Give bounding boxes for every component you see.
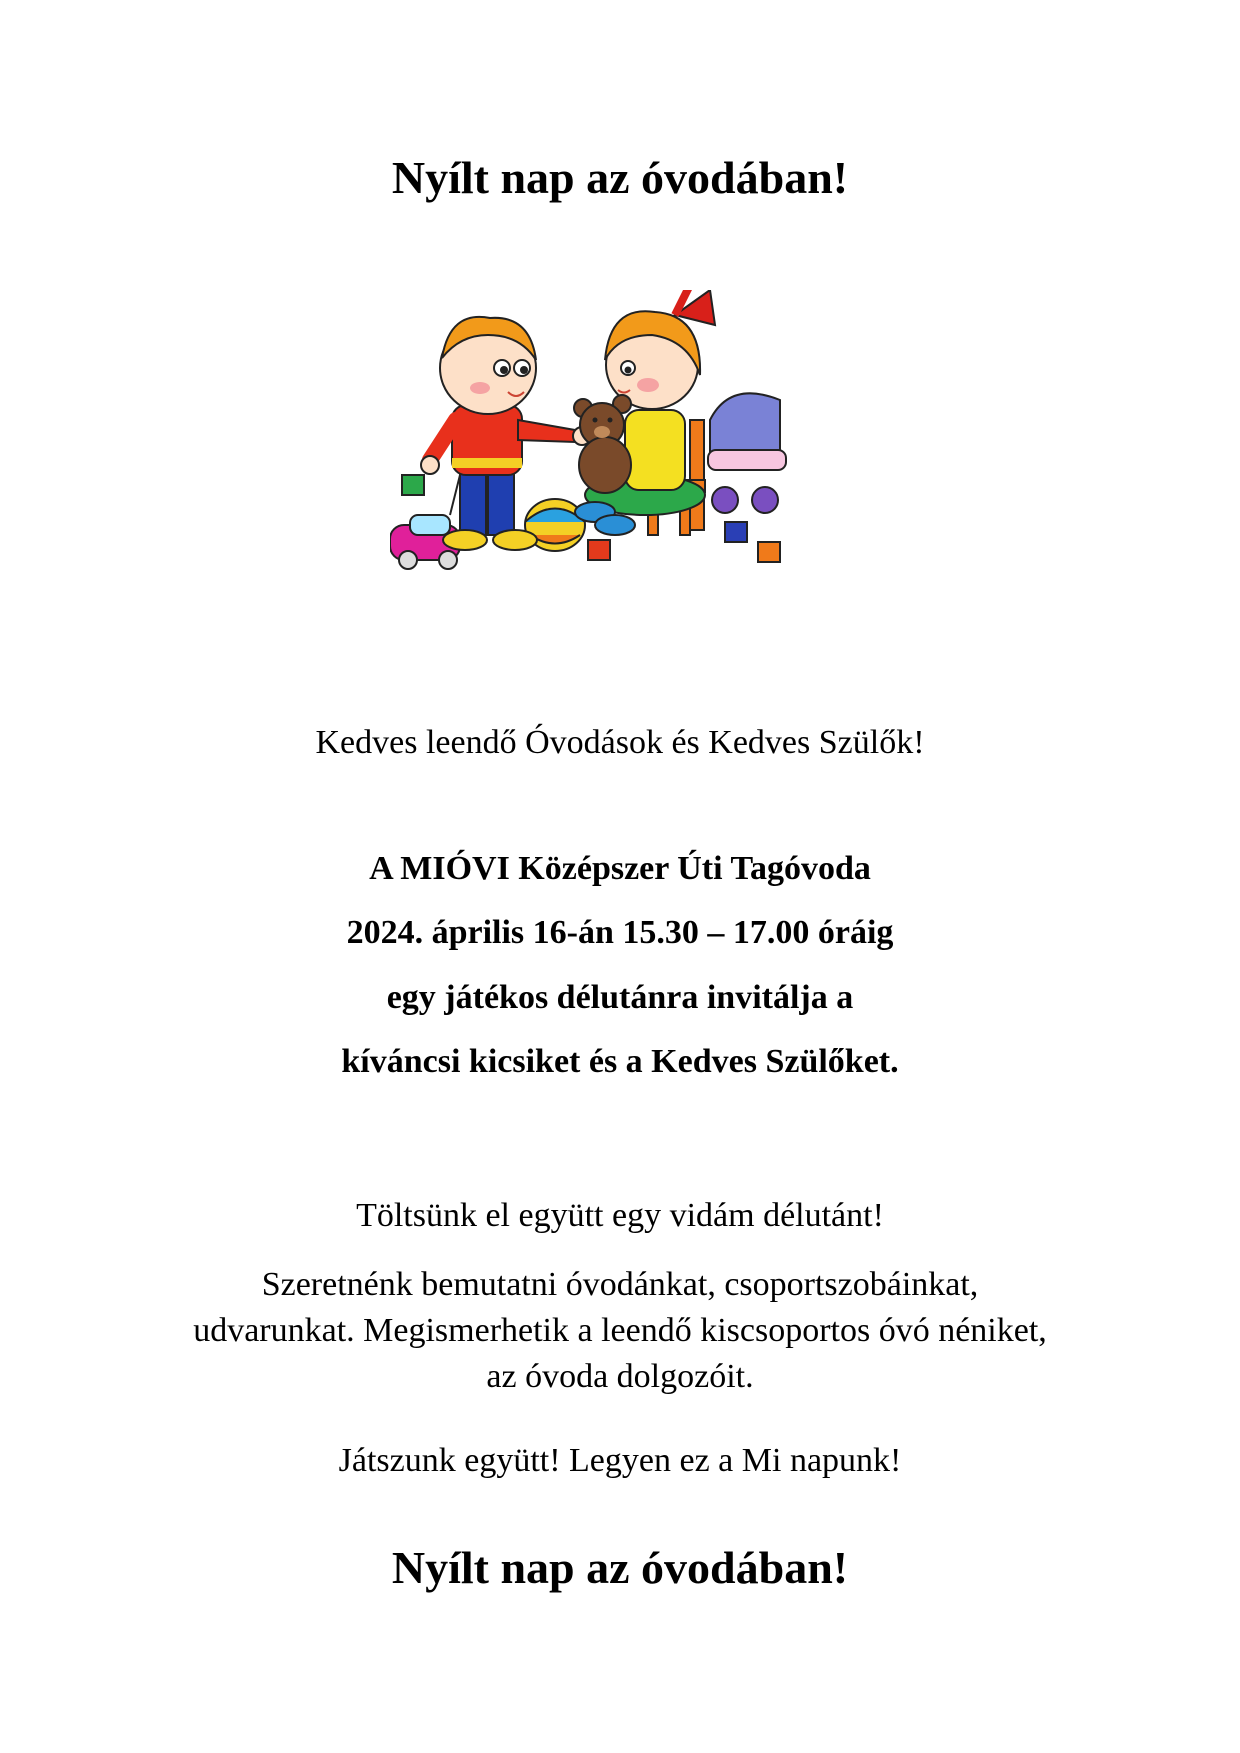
invitation-line: 2024. április 16-án 15.30 – 17.00 óráig	[346, 914, 894, 951]
greeting: Kedves leendő Óvodások és Kedves Szülők!	[315, 724, 925, 761]
spend-afternoon-line: Töltsünk el együtt egy vidám délutánt!	[356, 1197, 884, 1234]
play-together-line: Játszunk együtt! Legyen ez a Mi napunk!	[338, 1442, 902, 1479]
invitation-line: kíváncsi kicsiket és a Kedves Szülőket.	[341, 1043, 899, 1080]
stroller-icon	[708, 393, 786, 513]
intro-line: Szeretnénk bemutatni óvodánkat, csoportszobáinkat,	[261, 1266, 979, 1303]
intro-line: udvarunkat. Megismerhetik a leendő kiscsoportos óvó néniket,	[193, 1312, 1047, 1349]
intro-line: az óvoda dolgozóit.	[486, 1358, 754, 1395]
block-green-icon	[402, 475, 424, 495]
block-orange-icon	[758, 542, 780, 562]
title-bottom: Nyílt nap az óvodában!	[391, 1542, 849, 1593]
title-top: Nyílt nap az óvodában!	[391, 152, 849, 203]
children-playing-illustration	[390, 290, 850, 630]
invitation-line: A MIÓVI Középszer Úti Tagóvoda	[369, 850, 871, 887]
block-blue-icon	[725, 522, 747, 542]
invitation-line: egy játékos délutánra invitálja a	[386, 979, 854, 1016]
block-red-icon	[588, 540, 610, 560]
